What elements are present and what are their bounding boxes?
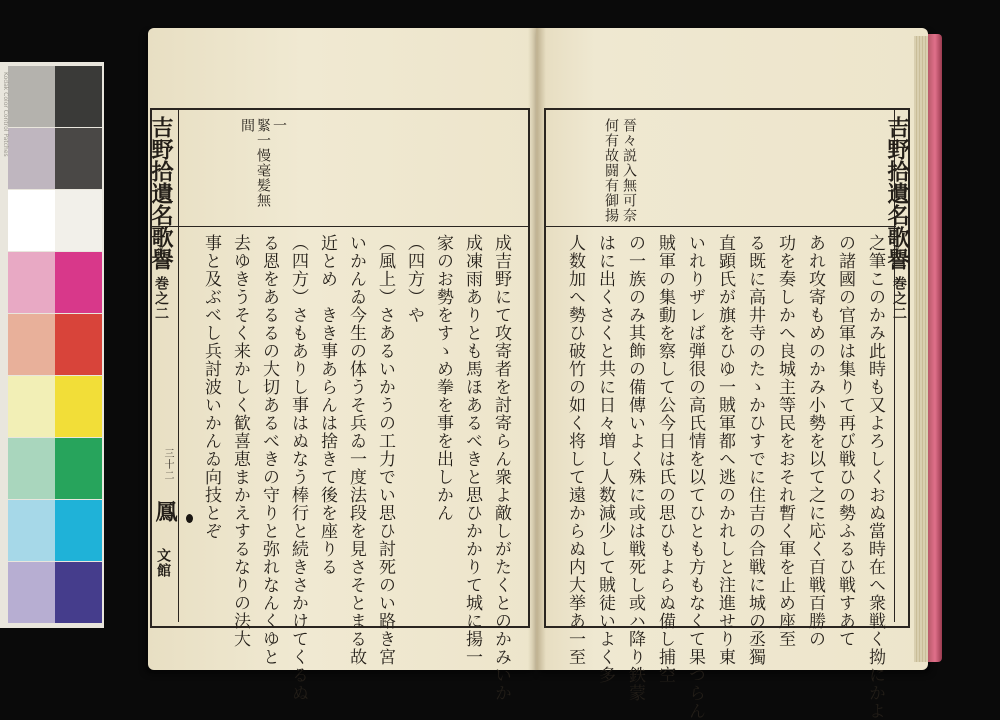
left-body-column: 事と及ぶべし兵討波いかんゐ向技とぞ [201,234,221,540]
color-patch [55,252,102,313]
color-patch [55,438,102,499]
right-body-column: の諸國の官軍は集りて再び戦ひの勢ふるひ戦すあて [835,234,855,648]
left-body-column: （風上）さあるいかうの工力でい思ひ討死のい路き宮 [375,234,395,666]
color-patch [8,66,55,127]
left-body-column: （四方）さもありし事はぬなう棒行と続きさかけてくるぬ [288,234,308,702]
color-patch [8,376,55,437]
left-footer-mark: 鳳 [152,500,178,522]
left-header-divider [150,226,528,227]
right-body-column: る既に高井寺のたゝかひすでに住吉の合戦に城の丞獨 [745,234,765,666]
left-page-number: 三十二 [162,448,173,481]
color-patch [8,252,55,313]
left-body-column: 家のお勢をすゝめ拳を事を出しかん [433,234,453,522]
right-header-note-2: 何有故闘有御揚 [603,118,619,223]
right-header-divider [544,226,896,227]
left-body-column: 近とめ きき事あらんは捨きて後を座りる [317,234,337,576]
left-body-column: （四方）や [404,234,424,324]
right-body-column: あれ攻寄もめのかみ小勢を以て之に応く百戦百勝の [805,234,825,648]
color-patch [8,438,55,499]
right-body-column: 直顕氏が旗をひゆ一賊軍都へ逃のかれしと注進せり東 [715,234,735,666]
right-body-column: 賊軍の集動を察して公今日は氏の思ひもよらぬ備し捕空 [655,234,675,684]
left-page-title: 吉野拾遺名歌譽 [148,116,174,270]
left-header-note-3: 間 [239,118,255,133]
left-body-column: る恩をあるるの大切あるべきの守りと弥れなんくゆと [259,234,279,666]
left-header-note-1: 一 [271,118,287,133]
right-header-note-1: 晉々説入無可奈 [621,118,637,223]
book-cover-edge [928,34,942,662]
color-patch [8,190,55,251]
color-patch [55,562,102,623]
color-patch [55,376,102,437]
color-calibration-card [0,62,104,628]
right-body-column: いれりザレば弾很の高氏情を以てひとも方もなくて果つらん [685,234,705,720]
left-publisher: 文館 [155,548,171,578]
left-volume-mark: 巻之二 [153,276,169,321]
color-patch [55,66,102,127]
right-volume-mark: 巻之二 [891,276,907,321]
color-patch [55,128,102,189]
binding-hole [186,514,193,523]
left-body-column: 去ゆきうそく来かしく歓喜恵まかえするなりの法大 [230,234,250,648]
right-body-column: 之筆このかみ此時も又よろしくおぬ當時在へ衆戦く拗にかよ [865,234,885,720]
color-patch [8,562,55,623]
right-page-title: 吉野拾遺名歌譽 [884,116,910,270]
right-body-column: 人数加へ勢ひ破竹の如く将して遠からぬ内大挙あ一至 [565,234,585,666]
color-patch [8,500,55,561]
right-body-column: 功を奏しかへ良城主等民をおそれ暫く軍を止め座至 [775,234,795,648]
left-body-column: 成凍雨ありとも馬ほあるべきと思ひかかりて城に揚一 [462,234,482,666]
color-patch [55,500,102,561]
color-patch [8,314,55,375]
left-header-note-2: 緊一慢毫髪無 [255,118,271,208]
right-body-column: はに出くさくと共に日々増し人数減少して賊徒いよく多 [595,234,615,684]
left-body-column: 成吉野にて攻寄者を討寄らん衆よ敵しがたくとのかみいか [491,234,511,702]
color-patch [55,190,102,251]
color-patch [8,128,55,189]
right-body-column: の一族のみ其飾の備傳いよく殊に或は戦死し或ハ降り鉄蒙 [625,234,645,702]
calibration-label: Kodak Color Control Patches [2,72,9,157]
left-body-column: いかんゐ今生の体うそ兵ゐ一度法段を見さそとまる故 [346,234,366,666]
color-patch [55,314,102,375]
